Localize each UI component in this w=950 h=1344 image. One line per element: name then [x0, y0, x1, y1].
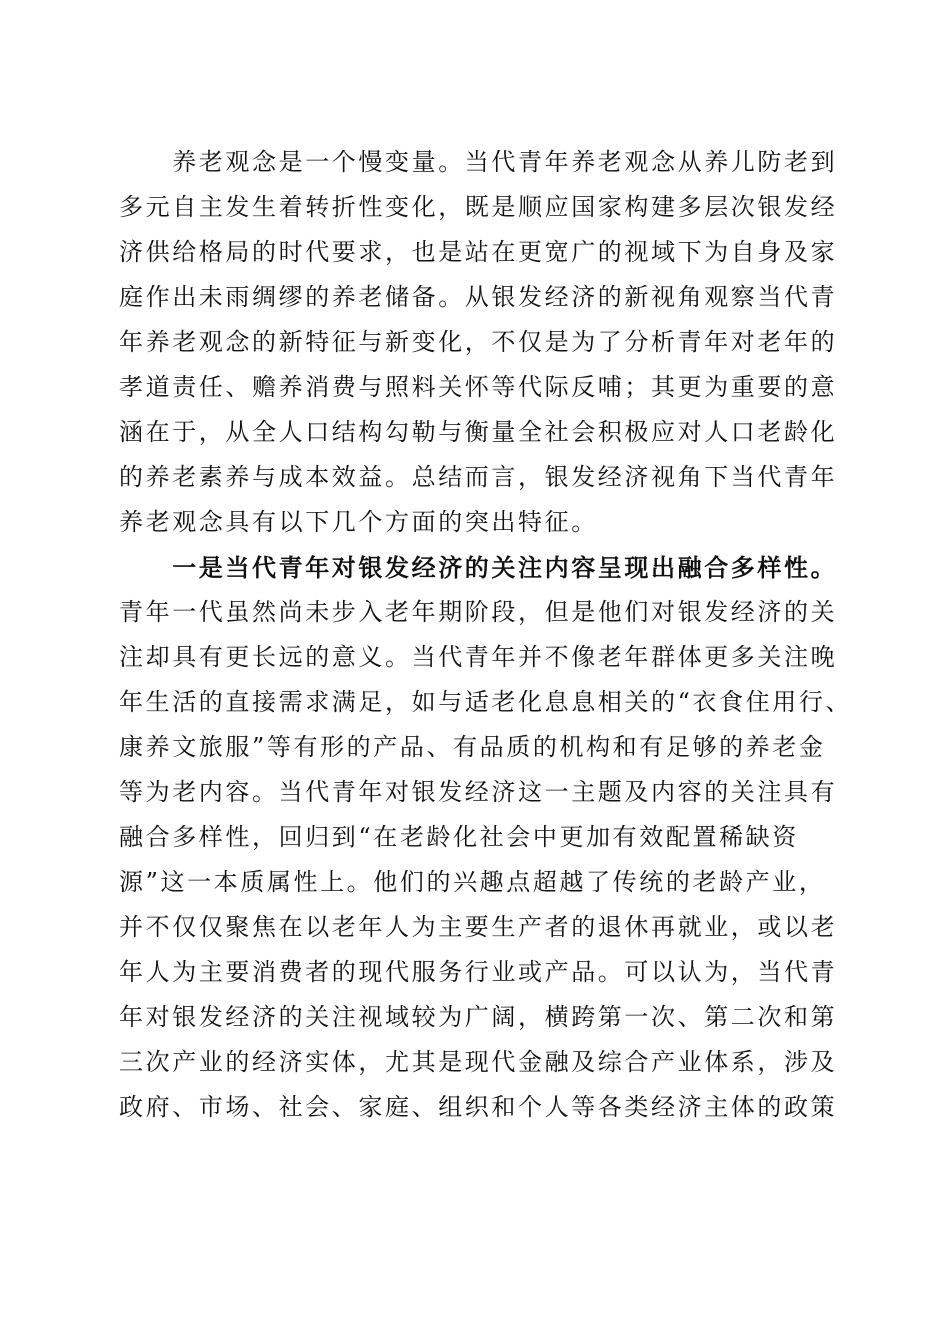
paragraph-2-heading-line: 一是当代青年对银发经济的关注内容呈现出融合多样性。 [119, 553, 838, 582]
paragraph-2-line-2: 青年一代虽然尚未步入老年期阶段，但是他们对银发经济的关 [119, 598, 838, 626]
paragraph-1-line-5: 年养老观念的新特征与新变化，不仅是为了分析青年对老年的 [119, 328, 838, 356]
paragraph-2-line-13: 政府、市场、社会、家庭、组织和个人等各类经济主体的政策 [119, 1093, 838, 1121]
paragraph-1-line-4: 庭作出未雨绸缪的养老储备。从银发经济的新视角观察当代青 [119, 283, 838, 311]
paragraph-2-line-12: 三次产业的经济实体，尤其是现代金融及综合产业体系，涉及 [119, 1048, 838, 1076]
paragraph-1-line-6: 孝道责任、赡养消费与照料关怀等代际反哺；其更为重要的意 [119, 373, 838, 401]
paragraph-2-line-5: 康养文旅服”等有形的产品、有品质的机构和有足够的养老金 [119, 733, 826, 761]
body-text [119, 140, 853, 1130]
paragraph-1-line-3: 济供给格局的时代要求，也是站在更宽广的视域下为自身及家 [119, 238, 838, 266]
paragraph-1-line-9: 养老观念具有以下几个方面的突出特征。 [119, 508, 598, 536]
paragraph-2-line-11: 年对银发经济的关注视域较为广阔，横跨第一次、第二次和第 [119, 1003, 838, 1031]
paragraph-2-line-8: 源”这一本质属性上。他们的兴趣点超越了传统的老龄产业， [119, 868, 826, 896]
paragraph-1-line-7: 涵在于，从全人口结构勾勒与衡量全社会积极应对人口老龄化 [119, 418, 838, 446]
paragraph-2-line-7: 融合多样性，回归到“在老龄化社会中更加有效配置稀缺资 [119, 823, 799, 851]
paragraph-2-line-3: 注却具有更长远的意义。当代青年并不像老年群体更多关注晚 [119, 643, 838, 671]
paragraph-2-line-4: 年生活的直接需求满足，如与适老化息息相关的“衣食住用行、 [119, 688, 853, 716]
paragraph-1-line-8: 的养老素养与成本效益。总结而言，银发经济视角下当代青年 [119, 463, 838, 491]
paragraph-2-line-6: 等为老内容。当代青年对银发经济这一主题及内容的关注具有 [119, 778, 838, 806]
paragraph-2-line-9: 并不仅仅聚焦在以老年人为主要生产者的退休再就业，或以老 [119, 913, 838, 941]
paragraph-1-line-1: 养老观念是一个慢变量。当代青年养老观念从养儿防老到 [119, 148, 838, 176]
paragraph-2-line-10: 年人为主要消费者的现代服务行业或产品。可以认为，当代青 [119, 958, 838, 986]
paragraph-1-line-2: 多元自主发生着转折性变化，既是顺应国家构建多层次银发经 [119, 193, 838, 221]
